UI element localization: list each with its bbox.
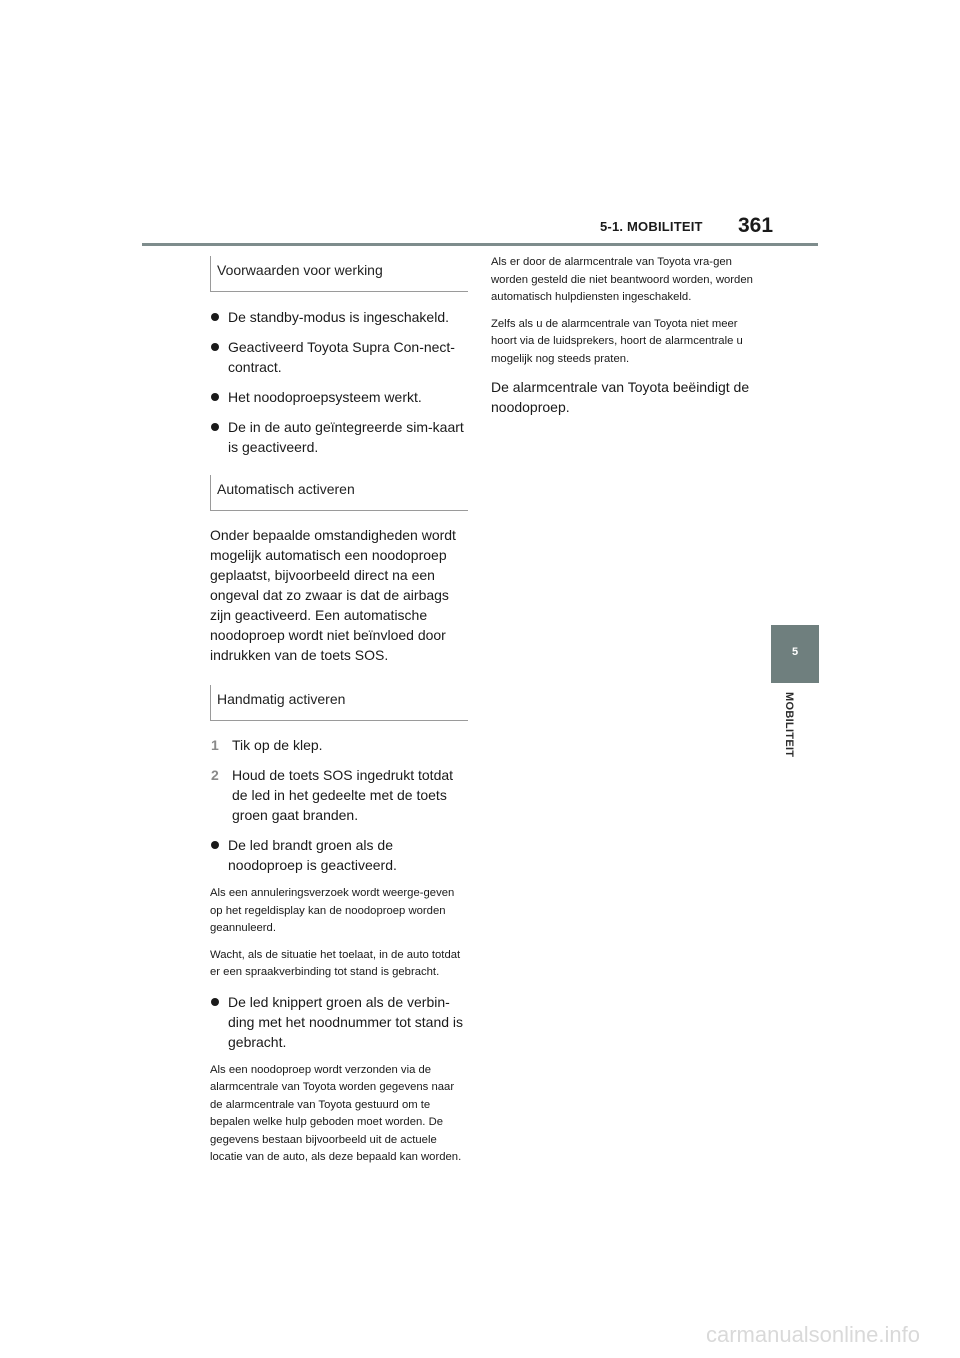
- note-cancel: Als een annuleringsverzoek wordt weerge-geven op het regeldisplay kan de noodoproep worden geannuleerd.: [210, 887, 455, 934]
- heading-conditions: Voorwaarden voor werking: [210, 256, 468, 292]
- heading-manual: Handmatig activeren: [210, 685, 468, 721]
- paragraph-end-call: De alarmcentrale van Toyota beëindigt de noodoproep.: [491, 379, 750, 415]
- bullet-item: De standby-modus is ingeschakeld.: [210, 307, 468, 327]
- note-unanswered: Als er door de alarmcentrale van Toyota vra-gen worden gesteld die niet beantwoord worden, worden automatisch hulpdiensten ingeschakeld.: [491, 256, 753, 303]
- page-number: 361: [738, 214, 774, 237]
- step-item: [210, 735, 468, 755]
- step-item: [210, 765, 468, 825]
- header-rule: [142, 243, 818, 246]
- bullet-item: Het noodoproepsysteem werkt.: [210, 387, 468, 407]
- note-data: Als een noodoproep wordt verzonden via de alarmcentrale van Toyota worden gegevens naar de alarmcentrale van Toyota gestuurd om te bepalen welke hulp geboden moet worden. De gegevens bestaan bijvoorbeeld uit de actuele locatie van de auto, als deze bepaald kan worden.: [210, 1063, 462, 1163]
- bullet-item: Geactiveerd Toyota Supra Con-nect-contract.: [210, 337, 468, 377]
- heading-automatic: Automatisch activeren: [210, 475, 468, 511]
- bullet-item: De in de auto geïntegreerde sim-kaart is geactiveerd.: [210, 417, 468, 457]
- chapter-tab-label-wrap: [783, 692, 807, 812]
- bullet-item: De led knippert groen als de verbin-ding met het noodnummer tot stand is gebracht.: [210, 992, 468, 1052]
- note-wait: Wacht, als de situatie het toelaat, in de auto totdat er een spraakverbinding tot stand is gebracht.: [210, 948, 461, 978]
- chapter-tab-label: MOBILITEIT: [783, 692, 795, 758]
- step-text: Tik op de klep.: [232, 737, 323, 753]
- right-column: [491, 254, 753, 417]
- bullet-item: De led brandt groen als de noodoproep is geactiveerd.: [210, 835, 468, 875]
- left-column: [210, 256, 468, 1176]
- watermark: carmanualsonline.info: [705, 1322, 920, 1347]
- note-speakers: Zelfs als u de alarmcentrale van Toyota niet meer hoort via de luidsprekers, hoort de alarmcentrale u mogelijk nog steeds praten.: [491, 317, 743, 365]
- step-number: 1: [211, 737, 219, 753]
- chapter-tab-number: 5: [791, 646, 799, 658]
- step-number: 2: [211, 767, 219, 783]
- step-text: Houd de toets SOS ingedrukt totdat de led in het gedeelte met de toets groen gaat branden.: [232, 767, 454, 823]
- steps-list: [210, 735, 468, 825]
- section-label: 5-1. MOBILITEIT: [600, 219, 703, 234]
- paragraph-automatic: Onder bepaalde omstandigheden wordt mogelijk automatisch een noodoproep geplaatst, bijvoorbeeld direct na een ongeval dat zo zwaar is dat de airbags zijn geactiveerd. Een automatische noodoproep wordt niet beïnvloed door indrukken van de toets SOS.: [210, 527, 456, 663]
